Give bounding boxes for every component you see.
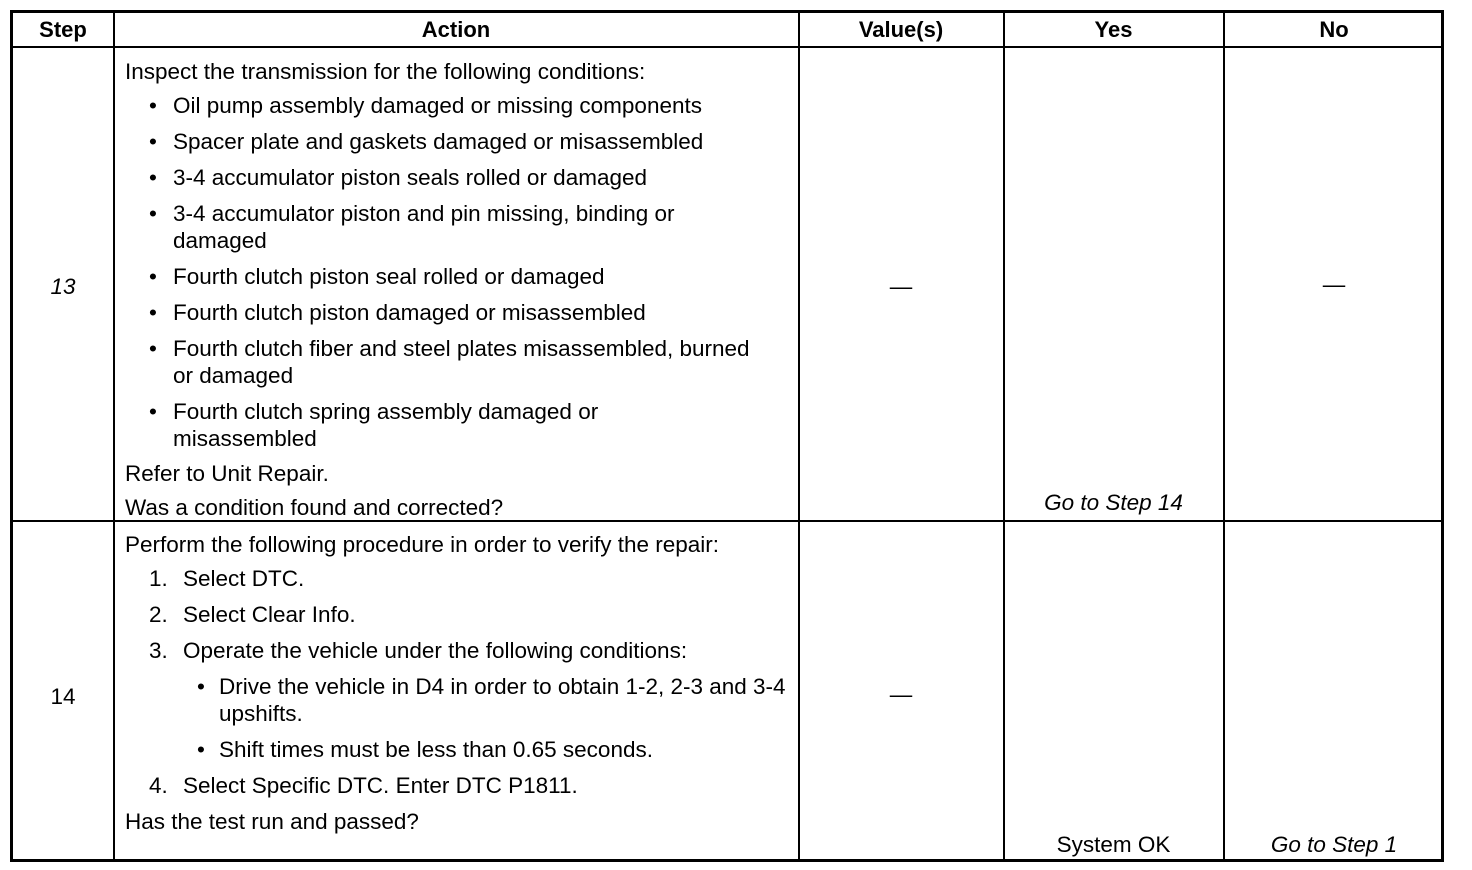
step-number: 13 [50,274,76,299]
list-item: 3. Operate the vehicle under the following conditions: [149,638,688,663]
bullet-icon: • [149,336,157,361]
action-question: Was a condition found and corrected? [125,495,504,520]
list-item: • Oil pump assembly damaged or missing components [149,93,702,118]
bullet-icon: • [197,674,205,699]
value-cell: — [889,682,913,707]
no-cell: Go to Step 1 [1270,832,1398,857]
list-item: 2. Select Clear Info. [149,602,356,627]
column-divider [113,13,115,859]
header-values: Value(s) [858,17,944,42]
list-item: • 3-4 accumulator piston and pin missing, binding or damaged [149,201,675,253]
bullet-icon: • [197,737,205,762]
list-item: 1. Select DTC. [149,566,305,591]
action-intro: Perform the following procedure in order to verify the repair: [125,532,720,557]
bullet-icon: • [149,201,157,226]
list-item: • Fourth clutch piston damaged or misassembled [149,300,646,325]
action-question: Has the test run and passed? [125,809,419,834]
action-cell [125,531,786,835]
column-divider [798,13,800,859]
list-item: • Fourth clutch piston seal rolled or damaged [149,264,605,289]
list-item: • Shift times must be less than 0.65 seconds. [197,737,653,762]
no-cell: — [1322,272,1346,297]
bullet-icon: • [149,264,157,289]
header-yes: Yes [1094,17,1133,42]
header-action: Action [421,17,491,42]
bullet-icon: • [149,300,157,325]
bullet-icon: • [149,165,157,190]
list-item: 4. Select Specific DTC. Enter DTC P1811. [149,773,578,798]
list-item: • Drive the vehicle in D4 in order to obtain 1-2, 2-3 and 3-4 upshifts. [197,674,786,726]
header-no: No [1319,17,1349,42]
list-item: • Fourth clutch fiber and steel plates misassembled, burned or damaged [149,336,750,388]
bullet-icon: • [149,399,157,424]
action-cell [125,58,795,521]
list-item: • Spacer plate and gaskets damaged or misassembled [149,129,704,154]
yes-cell: System OK [1056,832,1171,857]
list-item: • 3-4 accumulator piston seals rolled or damaged [149,165,648,190]
column-divider [1223,13,1225,859]
step-number: 14 [50,684,76,709]
list-item: • Fourth clutch spring assembly damaged or misassembled [149,399,599,451]
diagnostic-table [10,10,1444,862]
value-cell: — [889,274,913,299]
action-intro: Inspect the transmission for the following conditions: [125,59,646,84]
bullet-icon: • [149,93,157,118]
refer-note: Refer to Unit Repair. [125,461,329,486]
header-step: Step [39,17,87,42]
yes-cell: Go to Step 14 [1044,490,1183,515]
bullet-icon: • [149,129,157,154]
column-divider [1003,13,1005,859]
